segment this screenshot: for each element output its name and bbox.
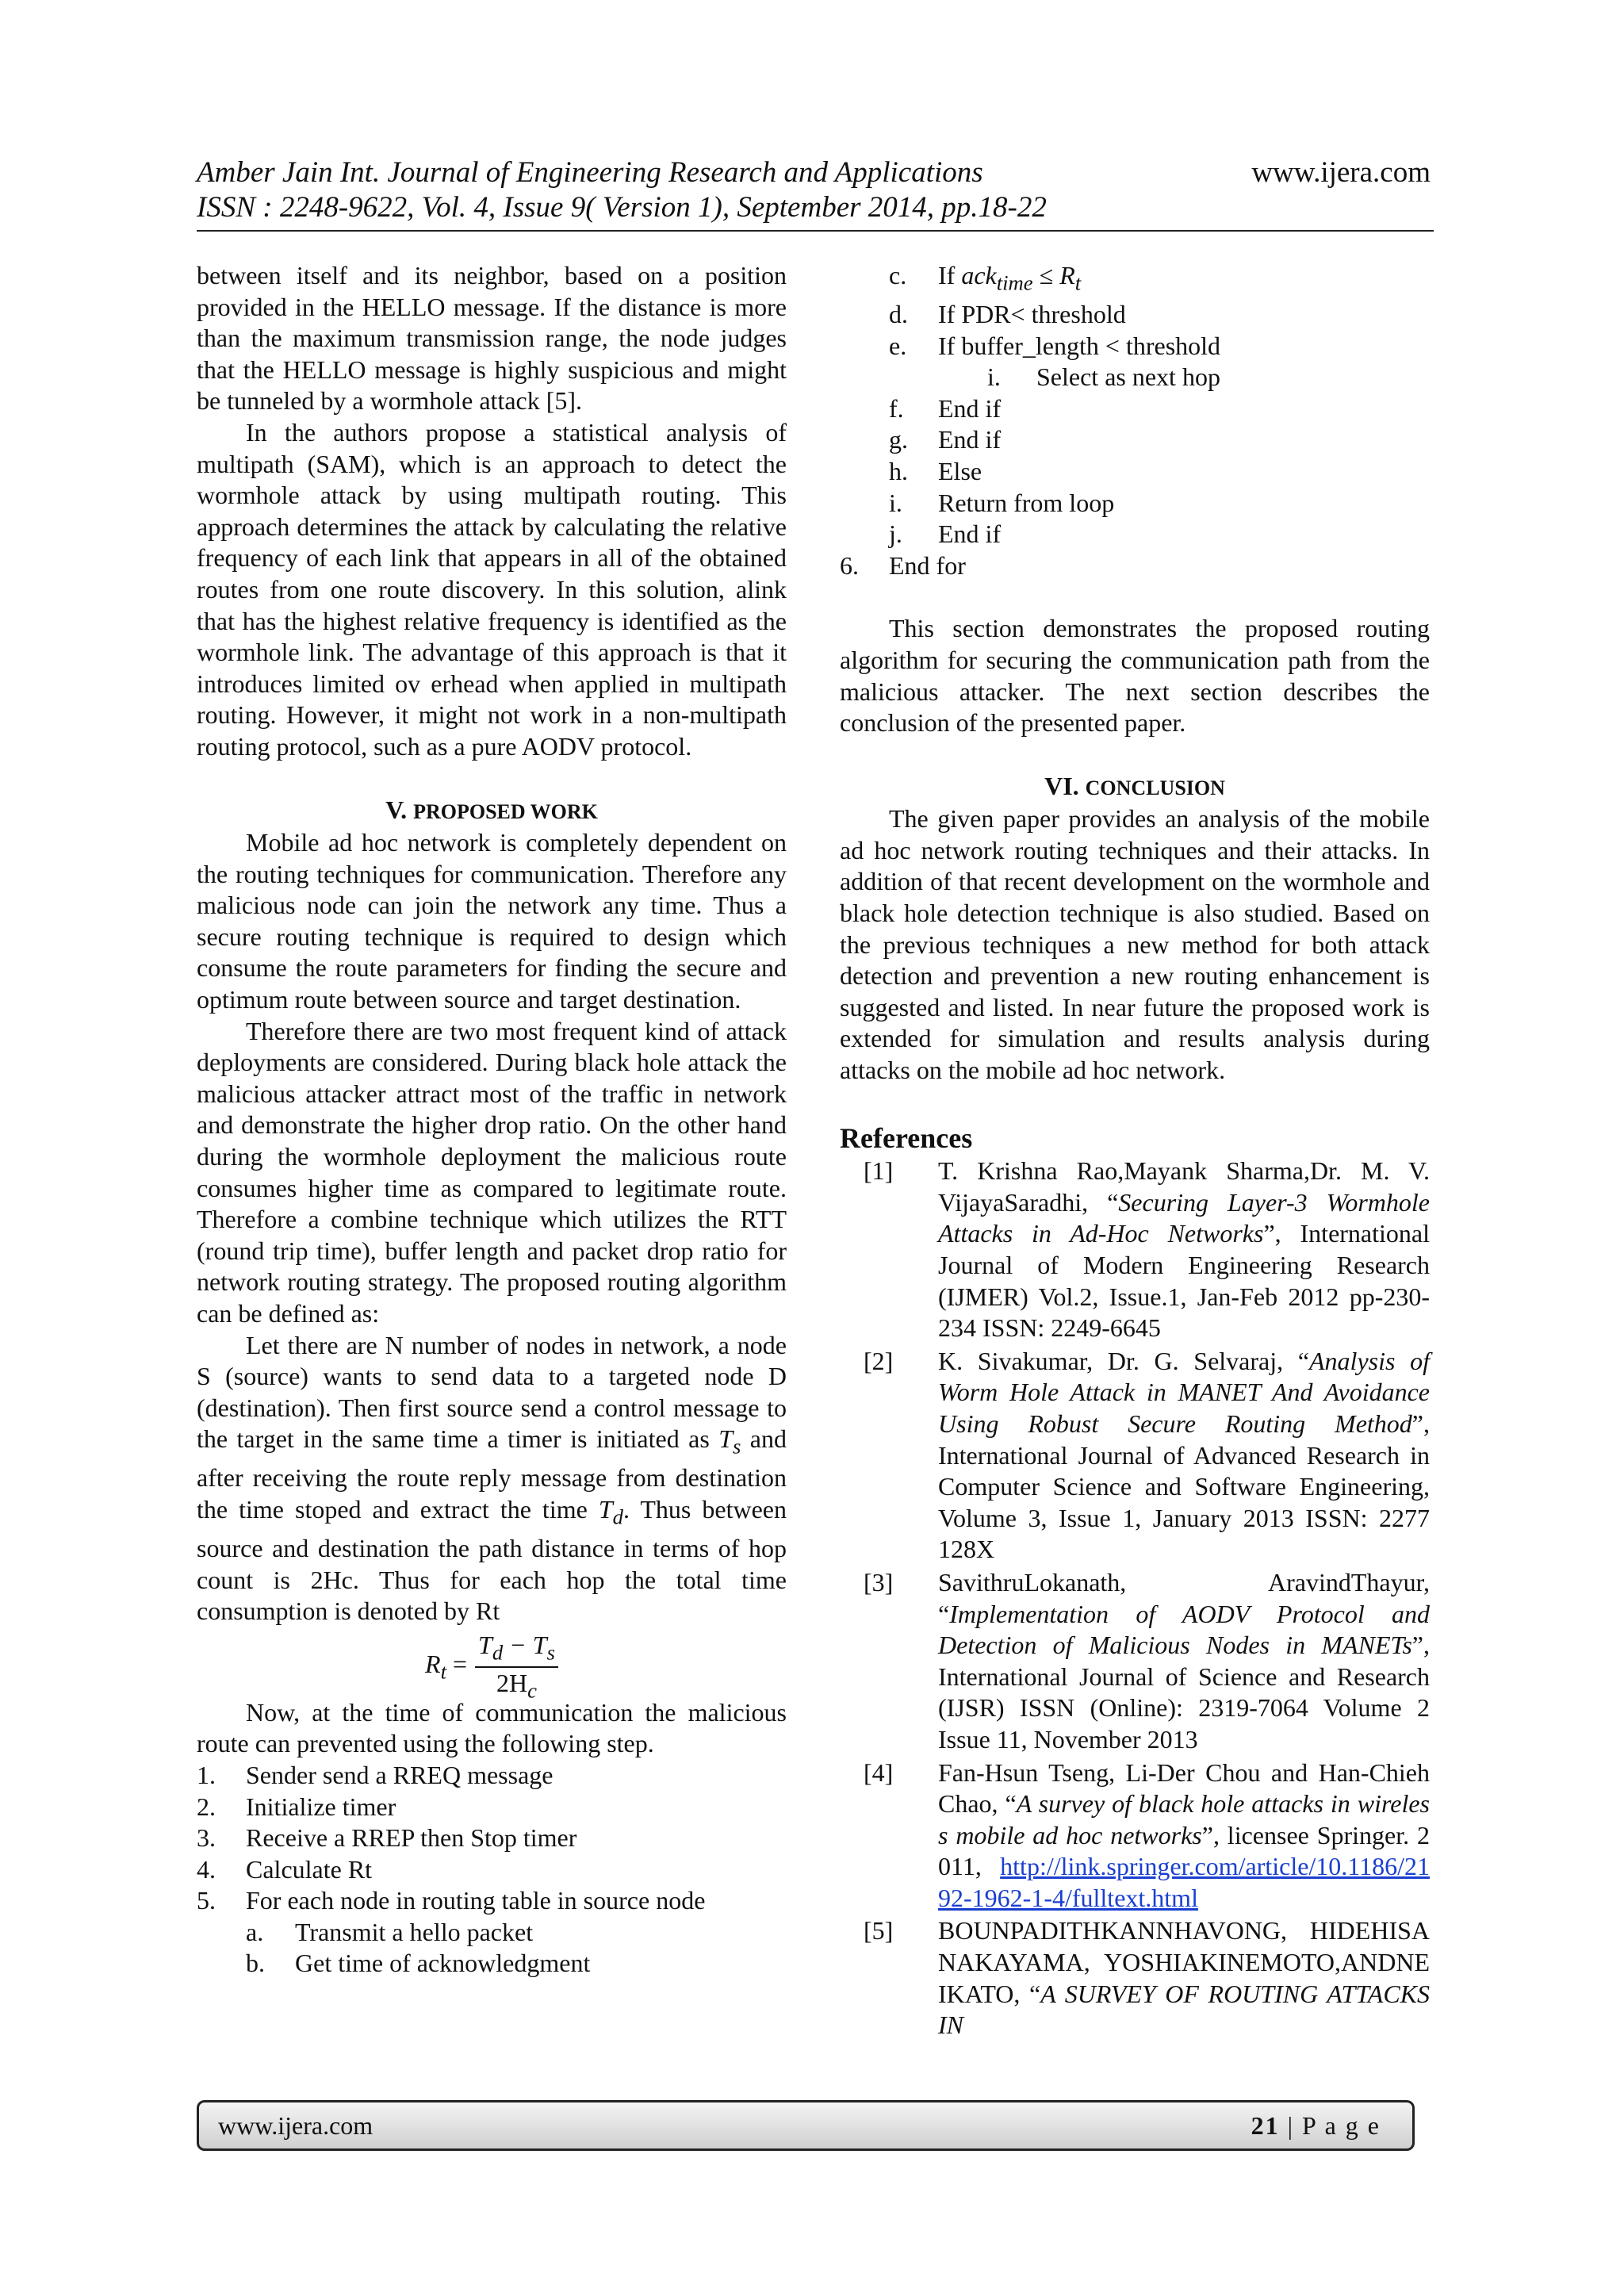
reference-text <box>938 1757 1430 1915</box>
page-label: | P a g e <box>1279 2111 1381 2140</box>
list-item <box>840 299 1430 331</box>
list-item <box>840 456 1430 488</box>
reference-title: A survey of black hole attacks in wireless mobile ad hoc networks <box>938 1789 1431 1849</box>
list-text: If PDR< threshold <box>938 299 1126 328</box>
list-number: g. <box>889 425 908 454</box>
math-var: T <box>598 1494 613 1524</box>
list-text <box>938 260 1081 299</box>
list-text: Transmit a hello packet <box>295 1917 534 1946</box>
section-heading-proposed-work <box>197 795 787 828</box>
math-sub: t <box>440 1659 446 1683</box>
list-text: If buffer_length < threshold <box>938 331 1221 360</box>
list-number: c. <box>889 261 907 289</box>
footer-website: www.ijera.com <box>218 2111 373 2140</box>
math-var: T <box>718 1424 733 1454</box>
list-text: End if <box>938 393 1002 423</box>
math-sub: d <box>492 1640 504 1665</box>
list-item <box>840 362 1430 393</box>
list-item <box>840 393 1430 425</box>
math-sub: d <box>612 1504 623 1529</box>
math-var: T <box>478 1630 492 1659</box>
text-run: ”, International Journal of Advanced Research in Computer Science and Software Engineering, Volume 3, Issue 1, January 2013 ISSN: 2277 128X <box>938 1409 1430 1564</box>
list-item <box>840 488 1430 519</box>
math-sub: s <box>733 1434 741 1458</box>
paragraph: between itself and its neighbor, based on a position provided in the HELLO message. If the distance is more than the maximum transmission range, the node judges that the HELLO message is highly suspicious and might be tunneled by a wormhole attack [5]. <box>197 261 787 416</box>
section-number: V. <box>385 795 408 824</box>
formula-fraction <box>475 1631 558 1706</box>
section-heading-conclusion <box>840 771 1430 804</box>
list-item <box>840 424 1430 456</box>
list-item <box>197 1854 787 1886</box>
text-run: SavithruLokanath, AravindThayur, “ <box>938 1567 1430 1628</box>
list-item <box>840 550 1430 582</box>
reference-text <box>938 1567 1430 1756</box>
list-number: 5. <box>197 1886 216 1915</box>
list-text: End if <box>938 519 1002 549</box>
paragraph: The given paper provides an analysis of the mobile ad hoc network routing techniques and their attacks. In addition of that recent development on the wormhole and black hole detection technique is also studied. Based on the previous techniques a new method for both attack detection and prevention a new routing enhancement is suggested and listed. In near future the proposed work is extended for simulation and results analysis during attacks on the mobile ad hoc network. <box>840 804 1430 1085</box>
list-text: Initialize timer <box>246 1792 396 1821</box>
list-item <box>197 1948 787 1980</box>
list-text: Calculate Rt <box>246 1854 373 1884</box>
reference-text <box>938 1156 1430 1344</box>
page-number <box>1251 2102 1381 2148</box>
header-website: www.ijera.com <box>1251 156 1431 189</box>
page-footer <box>197 2100 1415 2151</box>
list-number: b. <box>246 1949 265 1978</box>
header-rule <box>197 230 1434 232</box>
reference-item <box>840 1156 1430 1344</box>
text-run: and after receiving the route reply message from destination the time stoped and extract the time <box>197 1424 787 1524</box>
paragraph: Mobile ad hoc network is completely dependent on the routing techniques for communication. Therefore any malicious node can join the network any time. Thus a secure routing technique is required to design which consume the route parameters for finding the secure and optimum route between source and target destination. <box>197 828 787 1014</box>
reference-title: Implementation of AODV Protocol and Detection of Malicious Nodes in MANETs <box>938 1599 1430 1660</box>
journal-title: Amber Jain Int. Journal of Engineering Research and Applications <box>197 156 983 189</box>
left-column <box>197 260 787 1980</box>
list-text: Get time of acknowledgment <box>295 1949 591 1978</box>
list-text: Return from loop <box>938 488 1115 517</box>
list-text: For each node in routing table in source node <box>246 1886 706 1915</box>
math-var: ack <box>961 261 997 289</box>
list-number: 4. <box>197 1854 216 1884</box>
reference-text <box>938 1346 1430 1566</box>
list-text: Else <box>938 456 982 485</box>
list-number: 6. <box>840 550 859 580</box>
math-var: R <box>425 1649 441 1678</box>
list-number: e. <box>889 331 907 360</box>
reference-item <box>840 1757 1430 1915</box>
text-run: K. Sivakumar, Dr. G. Selvaraj, “ <box>938 1346 1309 1375</box>
list-text: Select as next hop <box>1036 362 1220 392</box>
text-run: Fan-Hsun Tseng, Li-Der Chou and Han-Chieh Chao, “ <box>938 1757 1430 1819</box>
list-item <box>197 1823 787 1854</box>
math-sub: s <box>546 1640 555 1665</box>
section-number: VI. <box>1044 771 1079 800</box>
list-text: Receive a RREP then Stop timer <box>246 1823 577 1853</box>
reference-link[interactable]: http://link.springer.com/article/10.1186/2192-1962-1-4/fulltext.html <box>938 1852 1430 1912</box>
equals-sign: = <box>453 1649 468 1678</box>
paragraph: In the authors propose a statistical analysis of multipath (SAM), which is an approach to detect the wormhole attack by using multipath routing. This approach determines the attack by calculating the relative frequency of each link that appears in all of the obtained routes from one route discovery. In this solution, alink that has the highest relative frequency is identified as the wormhole link. The advantage of this approach is that it introduces limited ov erhead when applied in multipath routing. However, it might not work in a non-multipath routing protocol, such as a pure AODV protocol. <box>197 417 787 761</box>
text-run: Let there are N number of nodes in network, a node S (source) wants to send data to a targeted node D (destination). Then first source send a control message to the target in the same time a timer is initiated as <box>197 1330 787 1454</box>
journal-line <box>197 155 1431 190</box>
text-run: T. Krishna Rao,Mayank Sharma,Dr. M. V. VijayaSaradhi, “ <box>938 1156 1430 1217</box>
reference-number: [3] <box>864 1567 894 1596</box>
reference-item <box>840 1915 1430 2041</box>
math-sub: t <box>1074 270 1082 295</box>
list-number: d. <box>889 299 908 328</box>
math-var: 2H <box>496 1669 528 1698</box>
text-run: If <box>938 261 962 289</box>
text-run: ”, licensee Springer. 2011, <box>938 1820 1430 1881</box>
math-sub: c <box>527 1678 537 1703</box>
page-header <box>197 155 1431 225</box>
paragraph: This section demonstrates the proposed routing algorithm for securing the communication path from the malicious attacker. The next section describes the conclusion of the presented paper. <box>840 614 1430 738</box>
list-item <box>197 1917 787 1949</box>
list-item <box>197 1792 787 1823</box>
reference-number: [5] <box>864 1916 894 1945</box>
list-number: a. <box>246 1917 264 1946</box>
paragraph: Therefore there are two most frequent kind of attack deployments are considered. During black hole attack the malicious attacker attract most of the traffic in network and demonstrate the higher drop ratio. On the other hand during the wormhole deployment the malicious route consumes higher time as compared to legitimate route. Therefore a combine technique which utilizes the RTT (round trip time), buffer length and packet drop ratio for network routing strategy. The proposed routing algorithm can be defined as: <box>197 1016 787 1328</box>
formula-lhs <box>425 1649 468 1683</box>
reference-number: [2] <box>864 1346 894 1375</box>
reference-title: Securing Layer-3 Wormhole Attacks in Ad-Hoc Networks <box>938 1187 1431 1248</box>
list-text: Sender send a RREQ message <box>246 1760 553 1789</box>
list-text: End for <box>889 550 966 580</box>
paragraph <box>197 1330 787 1627</box>
list-number: 2. <box>197 1792 216 1821</box>
section-title: PROPOSED WORK <box>413 799 598 823</box>
text-run: BOUNPADITHKANNHAVONG, HIDEHISANAKAYAMA, YOSHIAKINEMOTO,ANDNEIKATO, “ <box>938 1916 1430 2008</box>
formula-denominator <box>475 1668 558 1705</box>
list-item <box>197 1760 787 1792</box>
text-run: ”, International Journal of Modern Engineering Research (IJMER) Vol.2, Issue.1, Jan-Feb 2012 pp-230-234 ISSN: 2249-6645 <box>938 1219 1431 1343</box>
list-number: h. <box>889 456 908 485</box>
algorithm-steps <box>197 1760 787 1980</box>
list-item <box>840 519 1430 550</box>
list-number: j. <box>889 519 902 549</box>
paragraph: Now, at the time of communication the malicious route can prevented using the following step. <box>197 1697 787 1758</box>
list-item <box>197 1885 787 1917</box>
section-title: CONCLUSION <box>1085 776 1225 799</box>
reference-title: Analysis of Worm Hole Attack in MANET And Avoidance Using Robust Secure Routing Method <box>938 1346 1431 1438</box>
text-run: ”, International Journal of Science and Research (IJSR) ISSN (Online): 2319-7064 Volume 2 Issue 11, November 2013 <box>938 1631 1430 1754</box>
rt-formula <box>197 1630 787 1703</box>
issn-line: ISSN : 2248-9622, Vol. 4, Issue 9( Version 1), September 2014, pp.18-22 <box>197 191 1047 224</box>
list-number: 1. <box>197 1760 216 1789</box>
math-sub: time <box>996 270 1033 295</box>
reference-item <box>840 1567 1430 1756</box>
math-op: ≤ <box>1032 261 1060 289</box>
reference-title: A SURVEY OF ROUTING ATTACKS IN <box>938 1979 1430 2040</box>
page-number-value: 21 <box>1251 2111 1280 2140</box>
algorithm-steps-continued <box>840 260 1430 581</box>
list-item <box>840 331 1430 362</box>
list-number: f. <box>889 393 904 423</box>
reference-text <box>938 1915 1430 2041</box>
right-column <box>840 260 1430 2041</box>
list-number: i. <box>987 362 1001 392</box>
reference-number: [1] <box>864 1156 894 1186</box>
reference-item <box>840 1346 1430 1566</box>
math-var: − T <box>503 1630 547 1659</box>
reference-number: [4] <box>864 1757 894 1787</box>
list-text: End if <box>938 425 1002 454</box>
list-number: 3. <box>197 1823 216 1853</box>
references-heading: References <box>840 1121 973 1154</box>
text-run: . Thus between source and destination the path distance in terms of hop count is 2Hc. Thus for each hop the total time consumption is denoted by Rt <box>197 1494 787 1626</box>
formula-numerator <box>475 1631 558 1668</box>
math-var: R <box>1059 261 1075 289</box>
list-number: i. <box>889 488 902 517</box>
list-item <box>840 260 1430 299</box>
